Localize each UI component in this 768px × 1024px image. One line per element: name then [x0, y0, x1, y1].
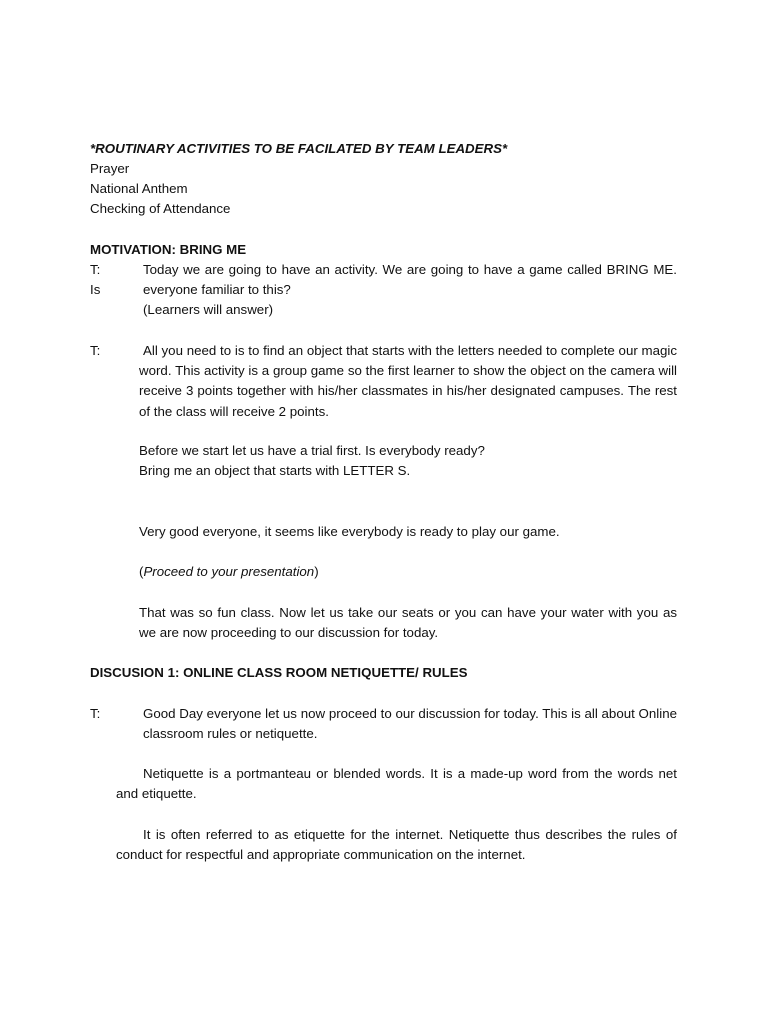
teacher-label: T:: [90, 262, 101, 277]
game-instructions-paragraph: All you need to is to find an object that starts with the letters needed to complete our magic word. This activity is a group game so the first learner to show the object on the camera will receive 3 points together with his/her classmates in his/her designated campuses. The rest of the class will receive 2 points.: [139, 343, 677, 419]
routine-item-prayer: Prayer: [90, 161, 130, 176]
routine-title: *ROUTINARY ACTIVITIES TO BE FACILATED BY TEAM LEADERS*: [90, 141, 508, 156]
proceed-open-paren: (: [139, 564, 144, 579]
very-good-line: Very good everyone, it seems like everybody is ready to play our game.: [139, 524, 560, 539]
motivation-heading: MOTIVATION: BRING ME: [90, 242, 247, 257]
discussion-intro-paragraph: Good Day everyone let us now proceed to our discussion for today. This is all about Online classroom rules or netiquette.: [143, 706, 677, 742]
netiquette-rules-paragraph: It is often referred to as etiquette for the internet. Netiquette thus describes the rules of conduct for respectful and appropriate communication on the internet.: [116, 827, 677, 863]
discussion-heading: DISCUSION 1: ONLINE CLASS ROOM NETIQUETTE/ RULES: [90, 665, 468, 680]
learners-answer-note: (Learners will answer): [143, 302, 274, 317]
teacher-label: T:: [90, 343, 101, 358]
routine-item-attendance: Checking of Attendance: [90, 201, 231, 216]
familiar-question: everyone familiar to this?: [143, 282, 291, 297]
proceed-italic-text: Proceed to your presentation: [143, 564, 315, 579]
fun-class-paragraph: That was so fun class. Now let us take our seats or you can have your water with you as we are now proceeding to our discussion for today.: [139, 605, 677, 641]
is-prefix: Is: [90, 282, 101, 297]
netiquette-definition-paragraph: Netiquette is a portmanteau or blended words. It is a made-up word from the words net and etiquette.: [116, 766, 677, 802]
trial-line: Before we start let us have a trial first. Is everybody ready?: [139, 443, 485, 458]
letter-s-line: Bring me an object that starts with LETTER S.: [139, 463, 411, 478]
motivation-intro-line: Today we are going to have an activity. We are going to have a game called BRING ME.: [143, 262, 677, 277]
teacher-label: T:: [90, 706, 101, 721]
proceed-close-paren: ): [314, 564, 319, 579]
proceed-note: [139, 562, 677, 582]
routine-item-anthem: National Anthem: [90, 181, 188, 196]
